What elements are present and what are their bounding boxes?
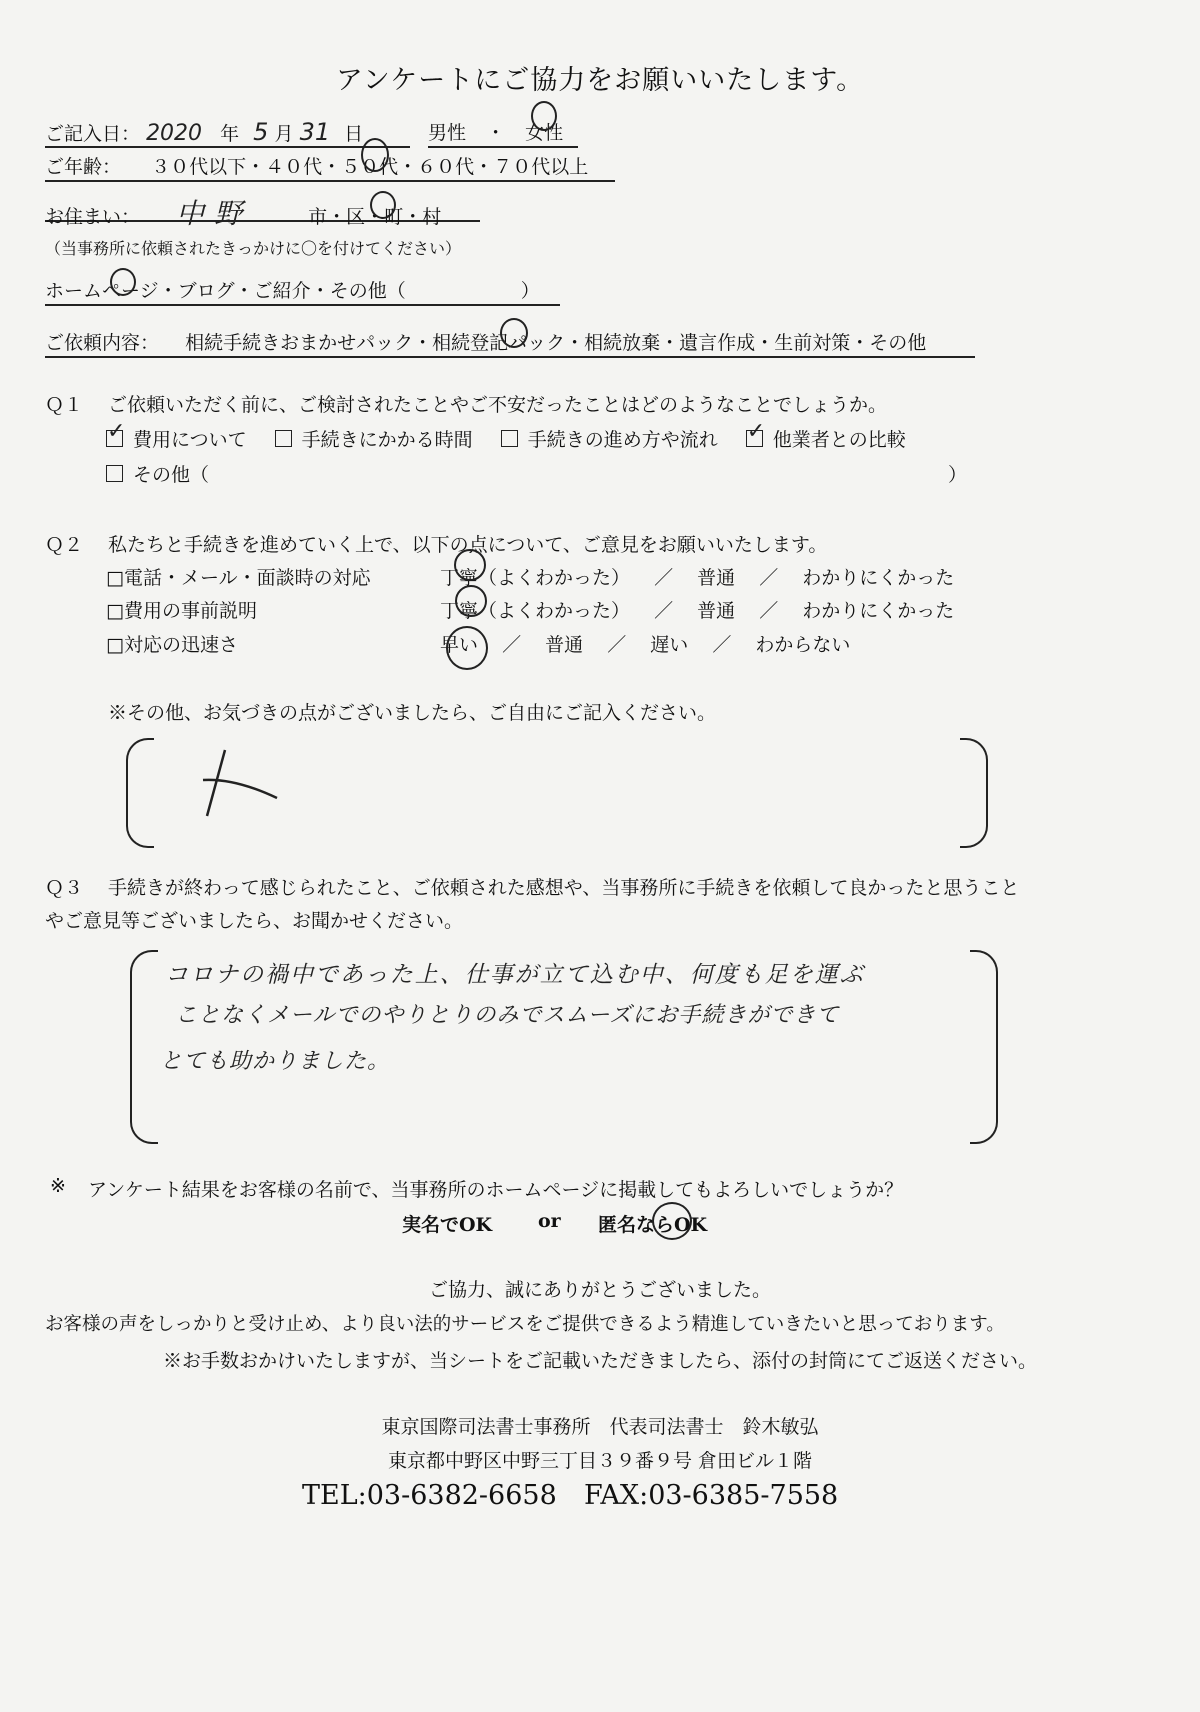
return-note: ※お手数おかけいたしますが、当シートをご記載いただきましたら、添付の封筒にてご返送ください。 [162, 1350, 1037, 1372]
publish-question: アンケート結果をお客様の名前で、当事務所のホームページに掲載してもよろしいでしょうか？ [88, 1179, 904, 1201]
request-option-registration[interactable]: 相続登記パック [432, 332, 566, 354]
q3-number: Ｑ３ [45, 877, 84, 899]
q2-text: 私たちと手続きを進めていく上で、以下の点について、ご意見をお願いいたします。 [108, 534, 828, 556]
q1-check-flow[interactable] [501, 430, 518, 447]
trigger-row: ホームページ・ブログ・ご紹介・その他（ ） [45, 276, 560, 306]
q2-speed-selected-circle [446, 626, 488, 670]
q2-item-contact: □電話・メール・面談時の対応 [106, 567, 371, 589]
q2-cost-selected-circle [455, 585, 487, 617]
comment-box-cross-mark[interactable] [195, 740, 285, 820]
thanks-text: ご協力、誠にありがとうございました。 [428, 1279, 771, 1301]
q1-check-compare-label: 他業者との比較 [772, 429, 906, 451]
date-day[interactable]: 31 [299, 118, 331, 146]
q2-speed-sep-3: ／ [712, 634, 732, 656]
closing-text: お客様の声をしっかりと受け止め、より良い法的サービスをご提供できるよう精進していきたいと思っております。 [45, 1314, 1005, 1335]
q2-contact-choice-polite[interactable]: 丁寧（よくわかった） [440, 567, 631, 589]
q1-text: ご依頼いただく前に、ご検討されたことやご不安だったことはどのようなことでしょうか。 [108, 394, 888, 416]
office-name: 東京国際司法書士事務所 代表司法書士 鈴木敏弘 [381, 1416, 819, 1438]
q2-contact-choice-unclear[interactable]: わかりにくかった [802, 567, 955, 589]
date-row [45, 118, 410, 148]
age-label: ご年齢： [45, 156, 122, 178]
q1-check-flow-label: 手続きの進め方や流れ [527, 429, 718, 451]
q2-item-speed: □対応の迅速さ [106, 634, 238, 656]
gender-selected-circle [531, 101, 557, 131]
office-fax: FAX:03-6385-7558 [584, 1480, 839, 1511]
office-address: 東京都中野区中野三丁目３９番９号 倉田ビル１階 [387, 1450, 813, 1472]
gender-female[interactable]: 女性 [525, 122, 564, 144]
publish-or: or [538, 1210, 561, 1232]
age-option-50[interactable]: ５０代 [341, 156, 399, 178]
date-month[interactable]: 5 [253, 118, 269, 146]
q2-cost-sep-2: ／ [759, 600, 779, 622]
q1-check-other[interactable] [106, 465, 123, 482]
age-row: ご年齢： ３０代以下・４０代・５０代・６０代・７０代以上 [45, 152, 615, 182]
date-year[interactable]: 2020 [146, 121, 203, 146]
age-option-70[interactable]: ７０代以上 [493, 156, 589, 178]
q2-cost-choice-unclear[interactable]: わかりにくかった [802, 600, 955, 622]
request-option-renunciation[interactable]: 相続放棄 [584, 332, 661, 354]
publish-option-real-name[interactable]: 実名でOK [402, 1214, 493, 1236]
q3-text-line1: 手続きが終わって感じられたこと、ご依頼された感想や、当事務所に手続きを依頼して良かったと思うこと [108, 877, 1020, 899]
trigger-note: （当事務所に依頼されたきっかけに〇を付けてください） [45, 239, 462, 258]
trigger-option-referral[interactable]: ご紹介 [253, 280, 311, 302]
date-label: ご記入日： [45, 123, 141, 145]
q3-answer-line-2[interactable]: ことなくメールでのやりとりのみでスムーズにお手続きができて [175, 1003, 840, 1028]
residence-option-town[interactable]: 町 [384, 206, 404, 228]
publish-mark: ※ [50, 1175, 66, 1197]
request-option-omakase[interactable]: 相続手続きおまかせパック [185, 332, 414, 354]
q2-speed-choice-fast[interactable]: 早い [440, 634, 479, 656]
q1-other-close: ） [948, 464, 968, 486]
gender-male[interactable]: 男性 [428, 122, 467, 144]
q1-other-label: その他（ [133, 464, 210, 486]
date-day-unit: 日 [344, 123, 364, 145]
q1-other-row [106, 460, 209, 487]
q2-speed-choice-slow[interactable]: 遅い [650, 634, 689, 656]
trigger-option-blog[interactable]: ブログ [177, 280, 235, 302]
request-option-will[interactable]: 遺言作成 [679, 332, 756, 354]
comment-box-right-bracket [960, 738, 988, 848]
q2-speed-sep-1: ／ [502, 634, 522, 656]
q1-check-cost-label: 費用について [133, 429, 247, 451]
q2-contact-sep-1: ／ [654, 567, 674, 589]
q2-speed-choice-unknown[interactable]: わからない [755, 634, 851, 656]
age-selected-circle [361, 138, 389, 172]
q2-choices-speed [440, 630, 850, 657]
q1-check-time[interactable] [275, 430, 292, 447]
residence-option-city[interactable]: 市 [308, 206, 328, 228]
publish-selected-circle [652, 1202, 692, 1240]
trigger-option-other[interactable]: その他（ [329, 280, 406, 302]
residence-label: お住まい： [45, 206, 141, 228]
q2-speed-choice-normal[interactable]: 普通 [545, 634, 584, 656]
q2-cost-sep-1: ／ [654, 600, 674, 622]
q2-number: Ｑ２ [45, 534, 84, 556]
q2-contact-choice-normal[interactable]: 普通 [697, 567, 736, 589]
residence-option-village[interactable]: 村 [422, 206, 442, 228]
q3-text-line2: やご意見等ございましたら、お聞かせください。 [45, 910, 464, 932]
request-row: ご依頼内容： 相続手続きおまかせパック・相続登記パック・相続放棄・遺言作成・生前対策・その他 [45, 328, 975, 358]
q3-answer-line-3[interactable]: とても助かりました。 [160, 1049, 391, 1074]
q1-check-compare[interactable] [746, 430, 763, 447]
q2-contact-sep-2: ／ [759, 567, 779, 589]
residence-value[interactable]: 中野 [176, 197, 253, 230]
q2-note: ※その他、お気づきの点がございましたら、ご自由にご記入ください。 [108, 702, 717, 724]
answer-box-right-bracket [970, 950, 998, 1144]
residence-selected-circle [370, 191, 396, 219]
answer-box-left-bracket [130, 950, 158, 1144]
gender-sep: ・ [486, 122, 506, 144]
q1-checks [106, 425, 906, 452]
trigger-selected-circle [110, 268, 136, 296]
q1-check-time-label: 手続きにかかる時間 [301, 429, 473, 451]
date-month-unit: 月 [274, 123, 294, 145]
request-option-estate-planning[interactable]: 生前対策 [774, 332, 851, 354]
q2-cost-choice-polite[interactable]: 丁寧（よくわかった） [440, 600, 631, 622]
q2-item-cost: □費用の事前説明 [106, 600, 257, 622]
residence-option-ward[interactable]: 区 [346, 206, 366, 228]
trigger-option-homepage[interactable]: ホームページ [45, 280, 159, 302]
q3-answer-line-1[interactable]: コロナの禍中であった上、仕事が立て込む中、何度も足を運ぶ [165, 962, 865, 988]
q2-choices-cost [440, 596, 954, 623]
q2-contact-selected-circle [454, 549, 486, 581]
q1-check-cost[interactable] [106, 430, 123, 447]
age-option-40[interactable]: ４０代 [265, 156, 323, 178]
comment-box-left-bracket [126, 738, 154, 848]
form-title: アンケートにご協力をお願いいたします。 [335, 65, 865, 96]
office-tel[interactable]: TEL:03-6382-6658 [302, 1480, 557, 1511]
age-option-30[interactable]: ３０代以下 [151, 156, 247, 178]
q1-number: Ｑ１ [45, 394, 84, 416]
residence-row: お住まい： 中野 市・区・町・村 [45, 192, 480, 222]
q2-choices-contact [440, 563, 954, 590]
request-option-other[interactable]: その他 [869, 332, 927, 354]
q2-cost-choice-normal[interactable]: 普通 [697, 600, 736, 622]
q2-speed-sep-2: ／ [607, 634, 627, 656]
date-year-unit: 年 [220, 123, 240, 145]
request-selected-circle [500, 318, 528, 348]
trigger-other-close: ） [520, 280, 540, 302]
request-label: ご依頼内容： [45, 332, 160, 354]
age-option-60[interactable]: ６０代 [417, 156, 475, 178]
publish-option-anonymous[interactable]: 匿名ならOK [598, 1214, 708, 1236]
